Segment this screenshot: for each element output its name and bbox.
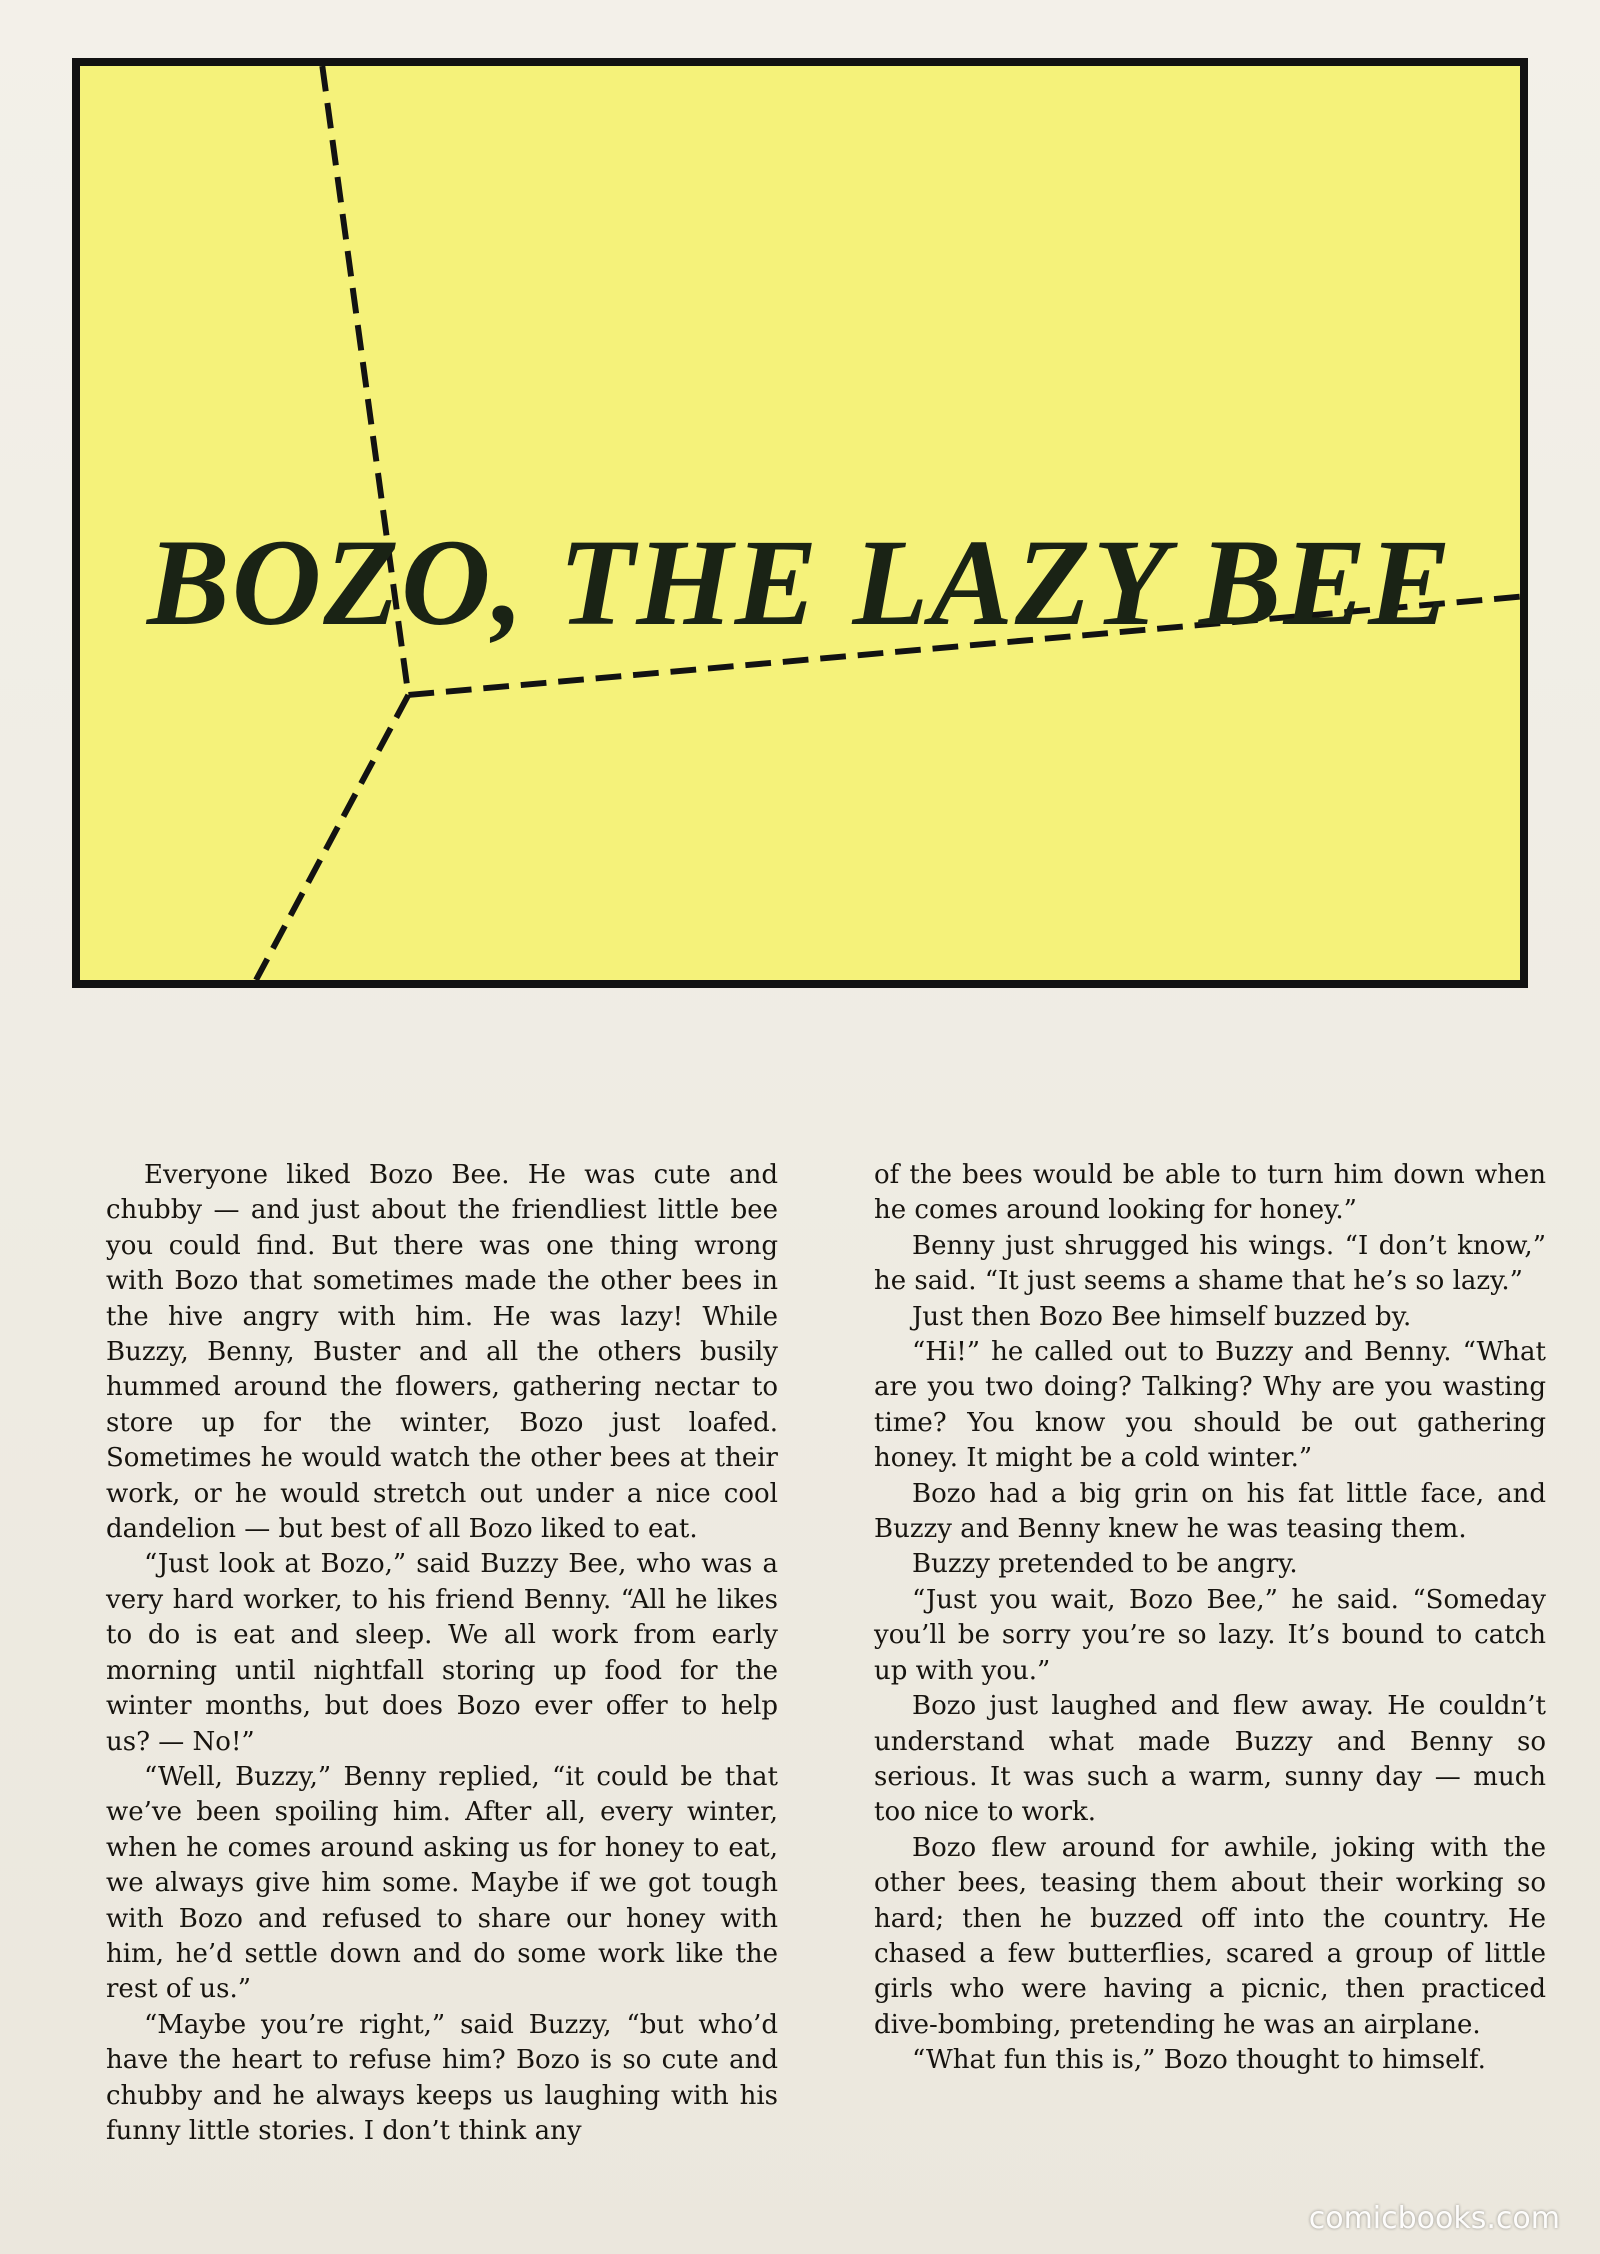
story-column-left [106,1158,778,2188]
story-paragraph: Benny just shrugged his wings. “I don’t know,” he said. “It just seems a shame that he’s so lazy.” [874,1230,1546,1297]
story-column-right [874,1158,1546,2188]
story-text [106,1158,1546,2188]
story-paragraph: “Just look at Bozo,” said Buzzy Bee, who was a very hard worker, to his friend Benny. “All he likes to do is eat and sleep. We all work from early morning until nightfall storing up food for the winter months, but does Bozo ever offer to help us? — No!” [106,1549,778,1757]
story-paragraph: “What fun this is,” Bozo thought to himself. [912,2045,1486,2076]
story-paragraph: “Well, Buzzy,” Benny replied, “it could be that we’ve been spoiling him. After all, every winter, when he comes around asking us for honey to eat, we always give him some. Maybe if we got tough with Bozo and refused to share our honey with him, he’d settle down and do some work like the rest of us.” [106,1761,778,2005]
story-paragraph: “Maybe you’re right,” said Buzzy, “but who’d have the heart to refuse him? Bozo is so cute and chubby and he always keeps us laughing with his funny little stories. I don’t think any [106,2009,778,2146]
site-watermark: comicbooks.com [1308,2201,1560,2236]
story-title: BOZO, THE LAZY BEE [147,514,1453,651]
story-paragraph: Bozo had a big grin on his fat little face, and Buzzy and Benny knew he was teasing them. [874,1478,1546,1545]
story-paragraph: Everyone liked Bozo Bee. He was cute and chubby — and just about the friendliest little bee you could find. But there was one thing wrong with Bozo that sometimes made the other bees in the hive angry with him. He was lazy! While Buzzy, Benny, Buster and all the others busily hummed around the flowers, gathering nectar to store up for the winter, Bozo just loafed. Sometimes he would watch the other bees at their work, or he would stretch out under a nice cool dandelion — but best of all Bozo liked to eat. [106,1160,778,1545]
story-paragraph: Bozo flew around for awhile, joking with the other bees, teasing them about their working so hard; then he buzzed off into the country. He chased a few butterflies, scared a group of little girls who were having a picnic, then practiced dive-bombing, pretending he was an airplane. [874,1832,1546,2040]
story-paragraph: Just then Bozo Bee himself buzzed by. [912,1301,1412,1332]
story-paragraph: Buzzy pretended to be angry. [912,1549,1298,1580]
story-paragraph: “Hi!” he called out to Buzzy and Benny. “What are you two doing? Talking? Why are you wasting time? You know you should be out gathering honey. It might be a cold winter.” [874,1337,1546,1474]
story-paragraph: Bozo just laughed and flew away. He couldn’t understand what made Buzzy and Benny so serious. It was such a warm, sunny day — much too nice to work. [874,1691,1546,1828]
story-paragraph: “Just you wait, Bozo Bee,” he said. “Someday you’ll be sorry you’re so lazy. It’s bound to catch up with you.” [874,1584,1546,1686]
story-paragraph: of the bees would be able to turn him down when he comes around looking for honey.” [874,1160,1546,1226]
title-panel [72,58,1528,988]
